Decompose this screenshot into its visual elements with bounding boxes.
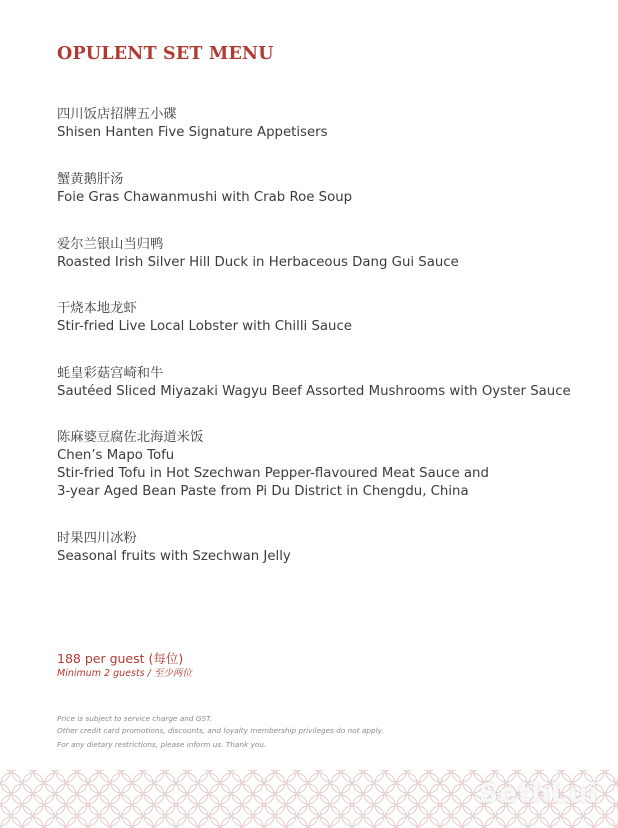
fine-print: [57, 713, 384, 751]
dish-name-english: Seasonal fruits with Szechwan Jelly: [57, 549, 291, 564]
dish-name-english: Roasted Irish Silver Hill Duck in Herbaceous Dang Gui Sauce: [57, 255, 459, 270]
dish-description: Stir-fried Tofu in Hot Szechwan Pepper-flavoured Meat Sauce and: [57, 466, 489, 481]
dish-description: 3-year Aged Bean Paste from Pi Du District in Chengdu, China: [57, 484, 469, 499]
menu-item: [57, 365, 597, 401]
menu-title: OPULENT SET MENU: [57, 44, 274, 64]
menu-item: [57, 300, 597, 336]
dish-name-chinese: 蚝皇彩菇宫崎和牛: [57, 366, 164, 381]
menu-item: [57, 530, 597, 566]
dish-name-chinese: 蟹黄鹅肝汤: [57, 172, 124, 187]
note-dietary: For any dietary restrictions, please inform us. Thank you.: [57, 740, 267, 749]
dish-name-chinese: 干烧本地龙虾: [57, 301, 137, 316]
menu-item: [57, 171, 597, 207]
minimum-guests: Minimum 2 guests / 至少两位: [57, 668, 192, 679]
dish-name-chinese: 爱尔兰银山当归鸭: [57, 237, 164, 252]
note-service-charge: Price is subject to service charge and GST.: [57, 714, 213, 723]
dish-name-english: Shisen Hanten Five Signature Appetisers: [57, 125, 328, 140]
menu-item: [57, 106, 597, 142]
dish-name-english: Sautéed Sliced Miyazaki Wagyu Beef Assorted Mushrooms with Oyster Sauce: [57, 384, 571, 399]
price-per-guest: 188 per guest (每位): [57, 651, 184, 666]
menu-item: [57, 429, 597, 501]
dish-name-english: Stir-fried Live Local Lobster with Chilli Sauce: [57, 319, 352, 334]
dish-name-chinese: 四川饭店招牌五小碟: [57, 107, 177, 122]
note-promotions: Other credit card promotions, discounts, and loyalty membership privileges do not apply.: [57, 726, 384, 735]
dish-name-english: Chen’s Mapo Tofu: [57, 448, 175, 463]
dish-name-chinese: 陈麻婆豆腐佐北海道米饭: [57, 430, 204, 445]
dish-name-chinese: 时果四川冰粉: [57, 531, 137, 546]
dish-name-english: Foie Gras Chawanmushi with Crab Roe Soup: [57, 190, 353, 205]
price-block: [57, 651, 192, 681]
menu-item: [57, 236, 597, 272]
watermark-logo: SethLui: [478, 778, 598, 809]
